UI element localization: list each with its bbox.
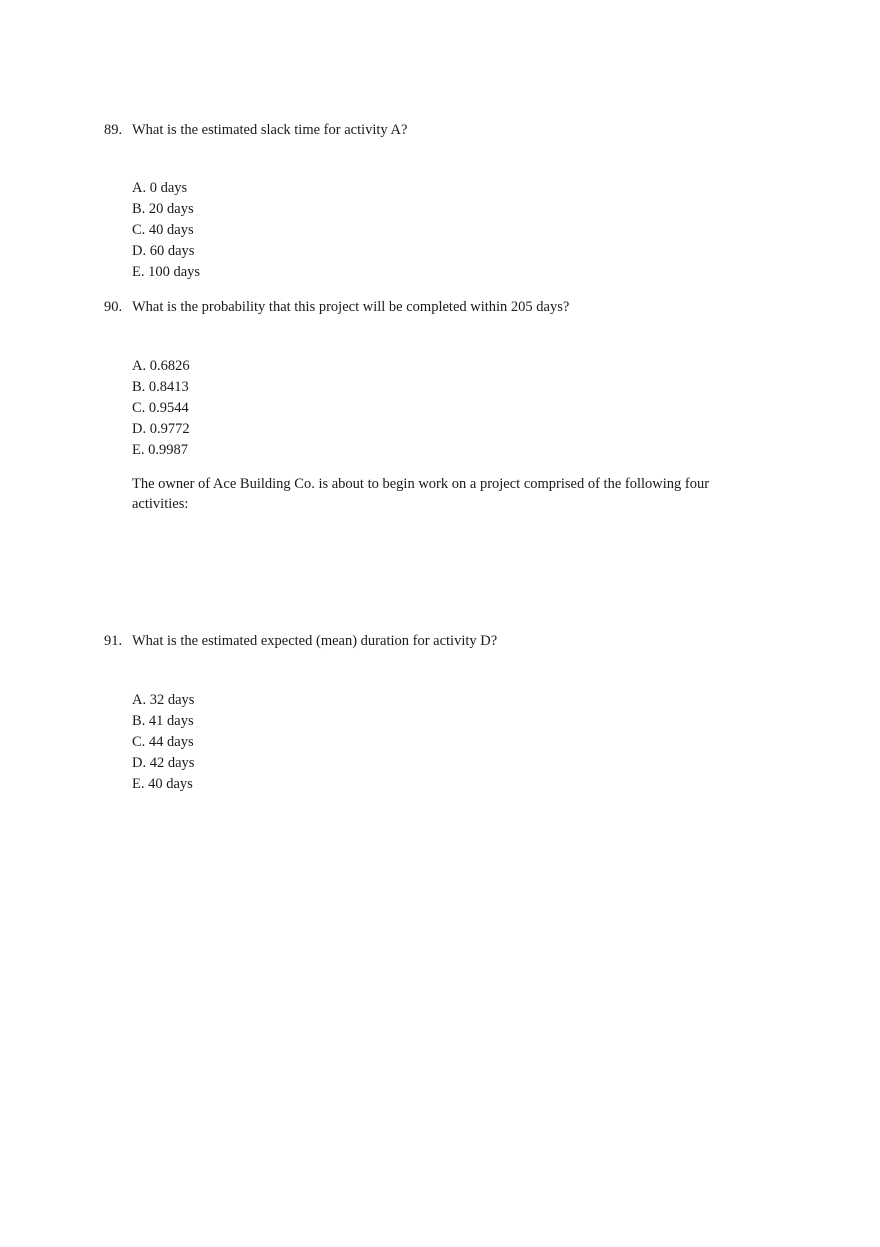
- question-91-option-a: A. 32 days: [132, 692, 195, 708]
- question-89-option-e: E. 100 days: [132, 264, 201, 280]
- question-90-option-b: B. 0.8413: [132, 379, 189, 395]
- question-89-option-b: B. 20 days: [132, 201, 194, 217]
- question-89-options: [132, 178, 200, 283]
- question-89-option-d: D. 60 days: [132, 243, 195, 259]
- question-89-text: What is the estimated slack time for activity A?: [132, 122, 408, 138]
- question-90-options: [132, 356, 190, 461]
- question-91-number: 91.: [104, 633, 123, 649]
- question-91-text: What is the estimated expected (mean) duration for activity D?: [132, 633, 498, 649]
- question-89-option-c: C. 40 days: [132, 222, 194, 238]
- question-90-text: What is the probability that this project will be completed within 205 days?: [132, 299, 570, 315]
- question-90-option-e: E. 0.9987: [132, 442, 188, 458]
- question-90-option-d: D. 0.9772: [132, 421, 190, 437]
- question-91-option-d: D. 42 days: [132, 755, 195, 771]
- question-91-option-c: C. 44 days: [132, 734, 194, 750]
- question-90-option-c: C. 0.9544: [132, 400, 189, 416]
- question-91-option-b: B. 41 days: [132, 713, 194, 729]
- question-90-option-a: A. 0.6826: [132, 358, 190, 374]
- question-89-number: 89.: [104, 122, 123, 138]
- question-89-option-a: A. 0 days: [132, 180, 188, 196]
- question-91-options: [132, 690, 194, 795]
- question-90-number: 90.: [104, 299, 123, 315]
- intro-paragraph: The owner of Ace Building Co. is about to begin work on a project comprised of the following four activities:: [132, 476, 710, 512]
- question-91-option-e: E. 40 days: [132, 776, 193, 792]
